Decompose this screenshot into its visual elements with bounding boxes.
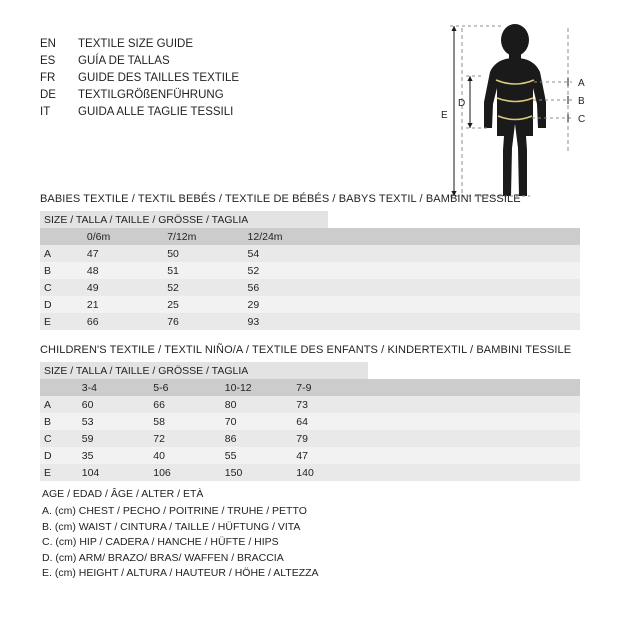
legend-item: A. (cm) CHEST / PECHO / POITRINE / TRUHE / PETTO bbox=[42, 505, 307, 517]
language-text: GUÍA DE TALLAS bbox=[78, 55, 170, 67]
babies-cell: 66 bbox=[87, 313, 167, 330]
babies-row-label: D bbox=[40, 296, 87, 313]
children-header-col-4: 7-9 bbox=[296, 379, 368, 396]
babies-header-col-3: 12/24m bbox=[248, 228, 328, 245]
table-row bbox=[40, 430, 580, 447]
babies-cell: 49 bbox=[87, 279, 167, 296]
children-cell: 73 bbox=[296, 396, 368, 413]
language-row bbox=[40, 38, 370, 55]
children-size-table bbox=[40, 362, 580, 481]
language-row bbox=[40, 89, 370, 106]
children-header-filler bbox=[368, 379, 580, 396]
children-cell: 64 bbox=[296, 413, 368, 430]
babies-row-label: A bbox=[40, 245, 87, 262]
children-row-label: C bbox=[40, 430, 82, 447]
legend-item: D. (cm) ARM/ BRAZO/ BRAS/ WAFFEN / BRACCIA bbox=[42, 551, 284, 564]
children-cell-filler bbox=[368, 396, 580, 413]
children-cell: 53 bbox=[82, 413, 154, 430]
babies-cell: 25 bbox=[167, 296, 247, 313]
language-code: ES bbox=[40, 55, 56, 67]
babies-cell-filler bbox=[328, 262, 580, 279]
children-cell: 66 bbox=[153, 396, 225, 413]
babies-row-label: B bbox=[40, 262, 87, 279]
children-cell: 104 bbox=[82, 464, 154, 481]
children-cell-filler bbox=[368, 413, 580, 430]
body-measurement-figure bbox=[440, 18, 600, 208]
babies-cell: 29 bbox=[248, 296, 328, 313]
table-row bbox=[40, 262, 580, 279]
children-cell-filler bbox=[368, 447, 580, 464]
babies-header-col-2: 7/12m bbox=[167, 228, 247, 245]
babies-cell: 54 bbox=[248, 245, 328, 262]
children-size-label: SIZE / TALLA / TAILLE / GRÖSSE / TAGLIA bbox=[40, 362, 368, 379]
children-cell: 59 bbox=[82, 430, 154, 447]
legend-block bbox=[42, 488, 442, 583]
babies-cell: 47 bbox=[87, 245, 167, 262]
babies-size-label: SIZE / TALLA / TAILLE / GRÖSSE / TAGLIA bbox=[40, 211, 328, 228]
language-title-list bbox=[40, 38, 370, 123]
language-code: IT bbox=[40, 106, 51, 118]
babies-cell: 50 bbox=[167, 245, 247, 262]
language-code: FR bbox=[40, 72, 56, 84]
table-row bbox=[40, 245, 580, 262]
language-text: TEXTILGRÖßENFÜHRUNG bbox=[78, 89, 224, 101]
language-code: EN bbox=[40, 38, 56, 50]
children-cell: 80 bbox=[225, 396, 297, 413]
babies-header-blank bbox=[40, 228, 87, 245]
babies-section-title: BABIES TEXTILE / TEXTIL BEBÉS / TEXTILE DE BÉBÉS / BABYS TEXTIL / BAMBINI TESSILE bbox=[40, 193, 521, 205]
children-row-label: A bbox=[40, 396, 82, 413]
child-silhouette bbox=[484, 24, 546, 196]
babies-cell-filler bbox=[328, 313, 580, 330]
table-row bbox=[40, 464, 580, 481]
language-row bbox=[40, 55, 370, 72]
legend-title: AGE / EDAD / ÂGE / ALTER / ETÀ bbox=[42, 488, 204, 500]
babies-size-table bbox=[40, 211, 580, 330]
children-cell: 35 bbox=[82, 447, 154, 464]
children-row-label: B bbox=[40, 413, 82, 430]
children-section bbox=[40, 344, 580, 481]
babies-cell-filler bbox=[328, 296, 580, 313]
babies-row-label: E bbox=[40, 313, 87, 330]
language-code: DE bbox=[40, 89, 56, 101]
babies-row-label: C bbox=[40, 279, 87, 296]
table-row bbox=[40, 447, 580, 464]
legend-item: C. (cm) HIP / CADERA / HANCHE / HÜFTE / HIPS bbox=[42, 536, 279, 548]
babies-cell: 52 bbox=[167, 279, 247, 296]
children-cell-filler bbox=[368, 464, 580, 481]
children-cell-filler bbox=[368, 430, 580, 447]
table-row bbox=[40, 313, 580, 330]
table-row bbox=[40, 296, 580, 313]
children-header-col-1: 3-4 bbox=[82, 379, 154, 396]
babies-cell: 93 bbox=[248, 313, 328, 330]
babies-section bbox=[40, 193, 580, 330]
babies-cell: 52 bbox=[248, 262, 328, 279]
children-cell: 140 bbox=[296, 464, 368, 481]
language-text: GUIDA ALLE TAGLIE TESSILI bbox=[78, 106, 234, 118]
children-cell: 86 bbox=[225, 430, 297, 447]
babies-cell: 21 bbox=[87, 296, 167, 313]
figure-label-b: B bbox=[578, 96, 585, 107]
babies-cell-filler bbox=[328, 245, 580, 262]
children-cell: 47 bbox=[296, 447, 368, 464]
babies-header-col-1: 0/6m bbox=[87, 228, 167, 245]
children-header-row bbox=[40, 379, 580, 396]
table-row bbox=[40, 413, 580, 430]
children-cell: 106 bbox=[153, 464, 225, 481]
figure-label-c: C bbox=[578, 114, 586, 125]
children-cell: 40 bbox=[153, 447, 225, 464]
babies-size-label-row bbox=[40, 211, 580, 228]
language-row bbox=[40, 72, 370, 89]
language-text: TEXTILE SIZE GUIDE bbox=[78, 38, 194, 50]
babies-cell-filler bbox=[328, 279, 580, 296]
children-header-blank bbox=[40, 379, 82, 396]
legend-item: E. (cm) HEIGHT / ALTURA / HAUTEUR / HÖHE / ALTEZZA bbox=[42, 567, 319, 579]
figure-label-e: E bbox=[441, 110, 448, 121]
babies-header-filler bbox=[328, 228, 580, 245]
children-cell: 150 bbox=[225, 464, 297, 481]
babies-cell: 48 bbox=[87, 262, 167, 279]
children-header-col-2: 5-6 bbox=[153, 379, 225, 396]
children-cell: 60 bbox=[82, 396, 154, 413]
children-size-label-row bbox=[40, 362, 580, 379]
children-cell: 72 bbox=[153, 430, 225, 447]
babies-header-row bbox=[40, 228, 580, 245]
legend-item: B. (cm) WAIST / CINTURA / TAILLE / HÜFTUNG / VITA bbox=[42, 520, 301, 533]
children-cell: 70 bbox=[225, 413, 297, 430]
babies-cell: 56 bbox=[248, 279, 328, 296]
table-row bbox=[40, 279, 580, 296]
language-row bbox=[40, 106, 370, 123]
children-row-label: E bbox=[40, 464, 82, 481]
table-row bbox=[40, 396, 580, 413]
children-cell: 58 bbox=[153, 413, 225, 430]
children-header-col-3: 10-12 bbox=[225, 379, 297, 396]
language-text: GUIDE DES TAILLES TEXTILE bbox=[78, 72, 240, 84]
figure-label-a: A bbox=[578, 78, 585, 89]
children-row-label: D bbox=[40, 447, 82, 464]
children-section-title: CHILDREN'S TEXTILE / TEXTIL NIÑO/A / TEXTILE DES ENFANTS / KINDERTEXTIL / BAMBINI TESSILE bbox=[40, 344, 572, 356]
figure-label-d: D bbox=[458, 98, 466, 109]
babies-cell: 51 bbox=[167, 262, 247, 279]
children-cell: 55 bbox=[225, 447, 297, 464]
children-cell: 79 bbox=[296, 430, 368, 447]
babies-cell: 76 bbox=[167, 313, 247, 330]
